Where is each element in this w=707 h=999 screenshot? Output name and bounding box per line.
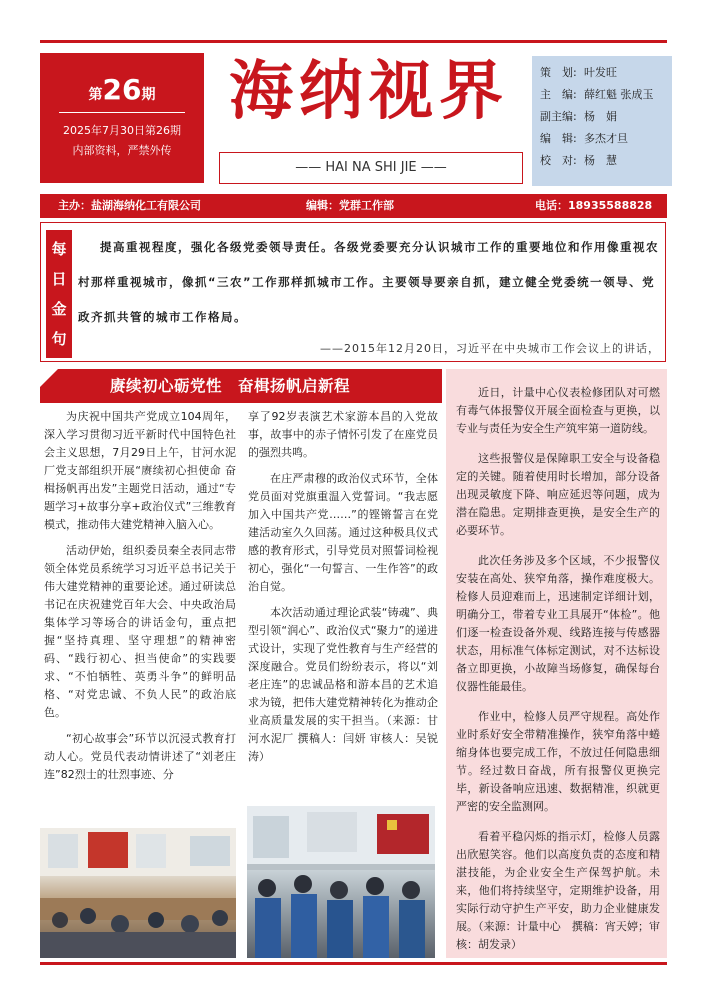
article-paragraph: 在庄严肃穆的政治仪式环节，全体党员面对党旗重温入党誓词。“我志愿加入中国共产党……”的铿锵誓言在党建活动室久久回荡。通过这种极具仪式感的教育形式，引导党员对照誓词检视初心，强化“一句誓言、一生作答”的政治自觉。 <box>248 472 438 593</box>
article-paragraph: 享了92岁表演艺术家游本昌的入党故事，故事中的赤子情怀引发了在座党员的强烈共鸣。 <box>248 410 438 459</box>
issue-date: 2025年7月30日第26期 <box>63 124 181 137</box>
editor-text: 编辑：党群工作部 <box>306 199 394 212</box>
publisher-info-bar <box>40 194 667 218</box>
article-paragraph: 看着平稳闪烁的指示灯，检修人员露出欣慰笑容。他们以高度负责的态度和精湛技能，为企业安全生产保驾护航。未来，他们将持续坚守，定期维护设备，用实际行动守护生产平安，助力企业健康发展。（来源：计量中心 撰稿：宵天婷；审核：胡发录） <box>456 830 660 951</box>
phone-text: 电话：18935588828 <box>535 199 653 212</box>
issue-note: 内部资料，严禁外传 <box>72 144 172 157</box>
article-paragraph: 活动伊始，组织委员秦全表同志带领全体党员系统学习习近平总书记关于伟大建党精神的重要论述。通过研读总书记在庆祝建党百年大会、中央政治局集体学习等场合的讲话金句，重点把握“坚持真理、坚守理想”的精神密码、“践行初心、担当使命”的实践要求、“不怕牺牲、英勇斗争”的鲜明品格、“对党忠诚、不负人民”的政治底色。 <box>44 544 236 719</box>
article-paragraph: 作业中，检修人员严守规程。高处作业时系好安全带精准操作，狭窄角落中蜷缩身体也要完成工作，不放过任何隐患细节。经过数日奋战，所有报警仪更换完毕，新设备响应迅速、数据精准，织就更严密的安全监测网。 <box>456 710 660 813</box>
meeting-room-photo <box>40 828 236 958</box>
top-rule <box>40 40 667 43</box>
daily-quote-tab: 每 日 金 句 <box>46 230 72 358</box>
newspaper-title: 海纳视界 <box>229 55 509 129</box>
article-paragraph: 近日，计量中心仪表检修团队对可燃有毒气体报警仪开展全面检查与更换，以专业与责任为安全生产筑牢第一道防线。 <box>456 386 660 435</box>
staff-row: 校 对: 杨 慧 <box>540 154 617 167</box>
issue-divider <box>59 112 185 113</box>
article-paragraph: 为庆祝中国共产党成立104周年，深入学习贯彻习近平新时代中国特色社会主义思想，7月29日上午，甘河水泥厂党支部组织开展“赓续初心担使命 奋楫扬帆再出发”主题党日活动，通过“专题学习+故事分享+政治仪式”三维教育模式，推动伟大建党精神入脑入心。 <box>44 410 236 531</box>
staff-box <box>532 56 672 186</box>
article-paragraph: 这些报警仪是保障职工安全与设备稳定的关键。随着使用时长增加，部分设备出现灵敏度下降、响应延迟等问题，成为潜在隐患。定期排查更换，是安全生产的必要环节。 <box>456 452 660 537</box>
article-headline: 赓续初心砺党性 奋楫扬帆启新程 <box>110 377 351 395</box>
staff-row: 编 辑: 多杰才旦 <box>540 132 628 145</box>
article-paragraph: 本次活动通过理论武装“铸魂”、典型引领“润心”、政治仪式“聚力”的递进式设计，实现了党性教育与生产经营的深度融合。党员们纷纷表示，将以“刘老庄连”的忠诚品格和游本昌的艺术追求为镜，把伟大建党精神转化为推动企业高质量发展的实干担当。（来源：甘河水泥厂 撰稿人：闫妍 审核人：吴锐涛） <box>248 606 438 763</box>
title-pinyin: —— HAI NA SHI JIE —— <box>219 152 523 184</box>
staff-row: 主 编: 薛红魁 张成玉 <box>540 88 654 101</box>
headline-corner <box>40 369 58 387</box>
article-column-1 <box>44 408 236 792</box>
sponsor-text: 主办：盐湖海纳化工有限公司 <box>58 199 201 212</box>
article-column-3 <box>456 384 660 966</box>
issue-number: 第26期 <box>88 73 156 106</box>
daily-quote-source: ——2015年12月20日，习近平在中央城市工作会议上的讲话， <box>320 342 660 355</box>
daily-quote-text: 提高重视程度，强化各级党委领导责任。各级党委要充分认识城市工作的重要地位和作用像重视农村那样重视城市，像抓“三农”工作那样抓城市工作。主要领导要亲自抓，建立健全党委统一领导、党政齐抓共管的城市工作格局。 <box>78 240 659 324</box>
article-paragraph: 此次任务涉及多个区域，不少报警仪安装在高处、狭窄角落，操作难度极大。检修人员迎难而上，迅速制定详细计划，明确分工，带着专业工具展开“体检”。他们逐一检查设备外观、线路连接与传感器状态，用标准气体标定测试，对不达标设备立即更换，小故障当场修复，确保每台仪器性能最佳。 <box>456 554 660 693</box>
staff-row: 副主编: 杨 娟 <box>540 110 617 123</box>
article-column-2 <box>248 408 438 774</box>
article-paragraph: “初心故事会”环节以沉浸式教育打动人心。党员代表动情讲述了“刘老庄连”82烈士的壮烈事迹、分 <box>44 732 236 781</box>
oath-ceremony-photo <box>247 806 435 958</box>
bottom-rule <box>40 962 667 965</box>
staff-row: 策 划: 叶发旺 <box>540 66 617 79</box>
article-headline-bar <box>40 369 442 403</box>
issue-box <box>40 53 204 183</box>
